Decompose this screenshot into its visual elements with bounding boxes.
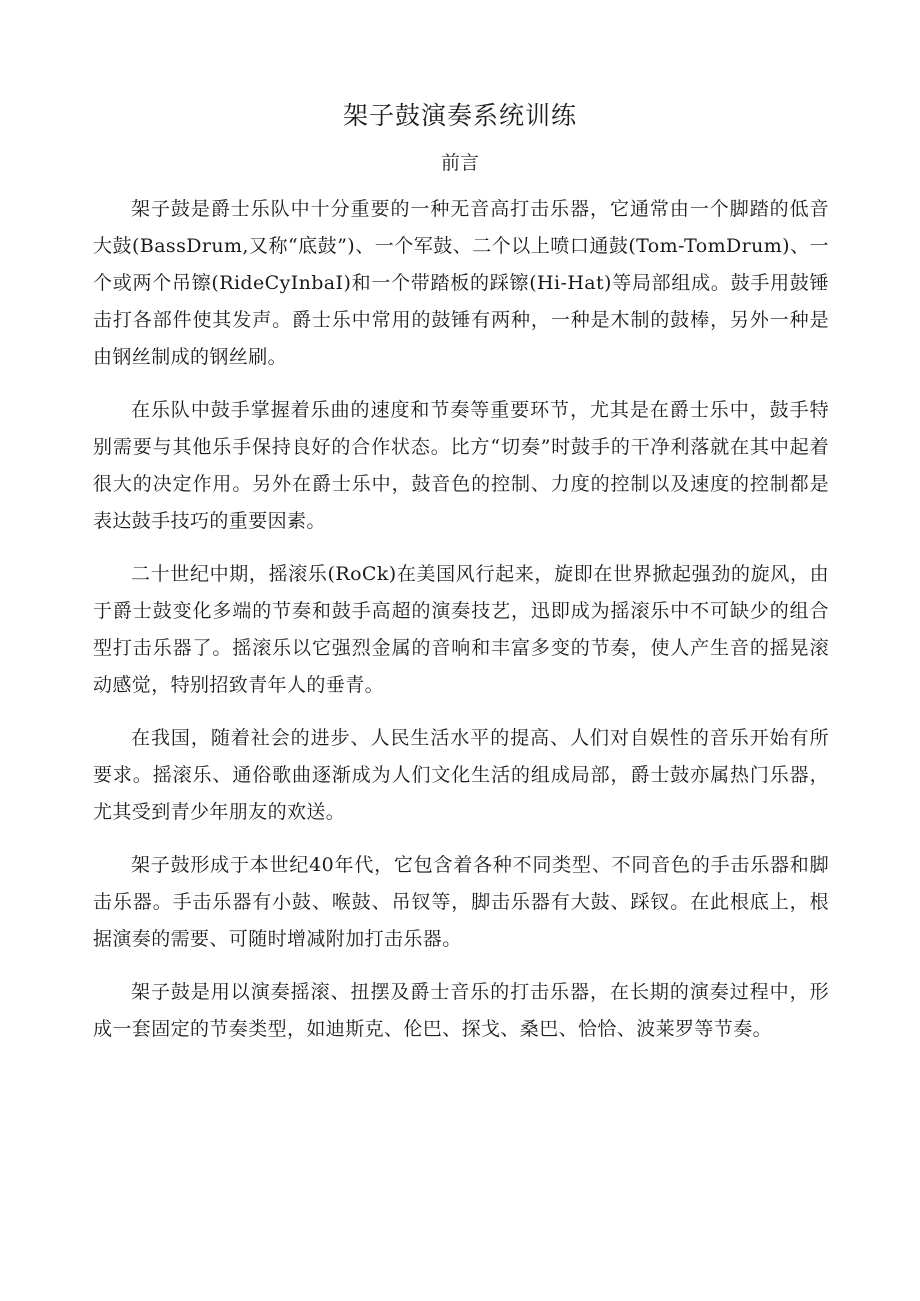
paragraph-5: 架子鼓形成于本世纪40年代，它包含着各种不同类型、不同音色的手击乐器和脚击乐器。手击乐器有小鼓、喉鼓、吊钗等，脚击乐器有大鼓、踩钗。在此根底上，根据演奏的需要、可随时增减附加打击乐器。 [93,854,829,950]
document-subtitle: 前言 [440,152,479,174]
paragraph-2: 在乐队中鼓手掌握着乐曲的速度和节奏等重要环节，尤其是在爵士乐中，鼓手特别需要与其他乐手保持良好的合作状态。比方“切奏”时鼓手的干净利落就在其中起着很大的决定作用。另外在爵士乐中，鼓音色的控制、力度的控制以及速度的控制都是表达鼓手技巧的重要因素。 [93,399,829,532]
paragraph-1: 架子鼓是爵士乐队中十分重要的一种无音高打击乐器，它通常由一个脚踏的低音大鼓(BassDrum,又称“底鼓”)、一个军鼓、二个以上喷口通鼓(Tom-TomDrum)、一个或两个吊镲(RideCyInbaI)和一个带踏板的踩镲(Hi-Hat)等局部组成。鼓手用鼓锤击打各部件使其发声。爵士乐中常用的鼓锤有两种，一种是木制的鼓棒，另外一种是由钢丝制成的钢丝刷。 [93,198,829,368]
paragraph-3: 二十世纪中期，摇滚乐(RoCk)在美国风行起来，旋即在世界掀起强劲的旋风，由于爵士鼓变化多端的节奏和鼓手高超的演奏技艺，迅即成为摇滚乐中不可缺少的组合型打击乐器了。摇滚乐以它强烈金属的音响和丰富多变的节奏，使人产生音的摇晃滚动感觉，特别招致青年人的垂青。 [93,563,829,696]
paragraph-4: 在我国，随着社会的进步、人民生活水平的提高、人们对自娱性的音乐开始有所要求。摇滚乐、通俗歌曲逐渐成为人们文化生活的组成局部，爵士鼓亦属热门乐器，尤其受到青少年朋友的欢送。 [93,727,829,823]
document-body [93,191,829,1064]
paragraph-6: 架子鼓是用以演奏摇滚、扭摆及爵士音乐的打击乐器，在长期的演奏过程中，形成一套固定的节奏类型，如迪斯克、伦巴、探戈、桑巴、恰恰、波莱罗等节奏。 [93,981,829,1040]
document-title: 架子鼓演奏系统训练 [342,101,577,130]
